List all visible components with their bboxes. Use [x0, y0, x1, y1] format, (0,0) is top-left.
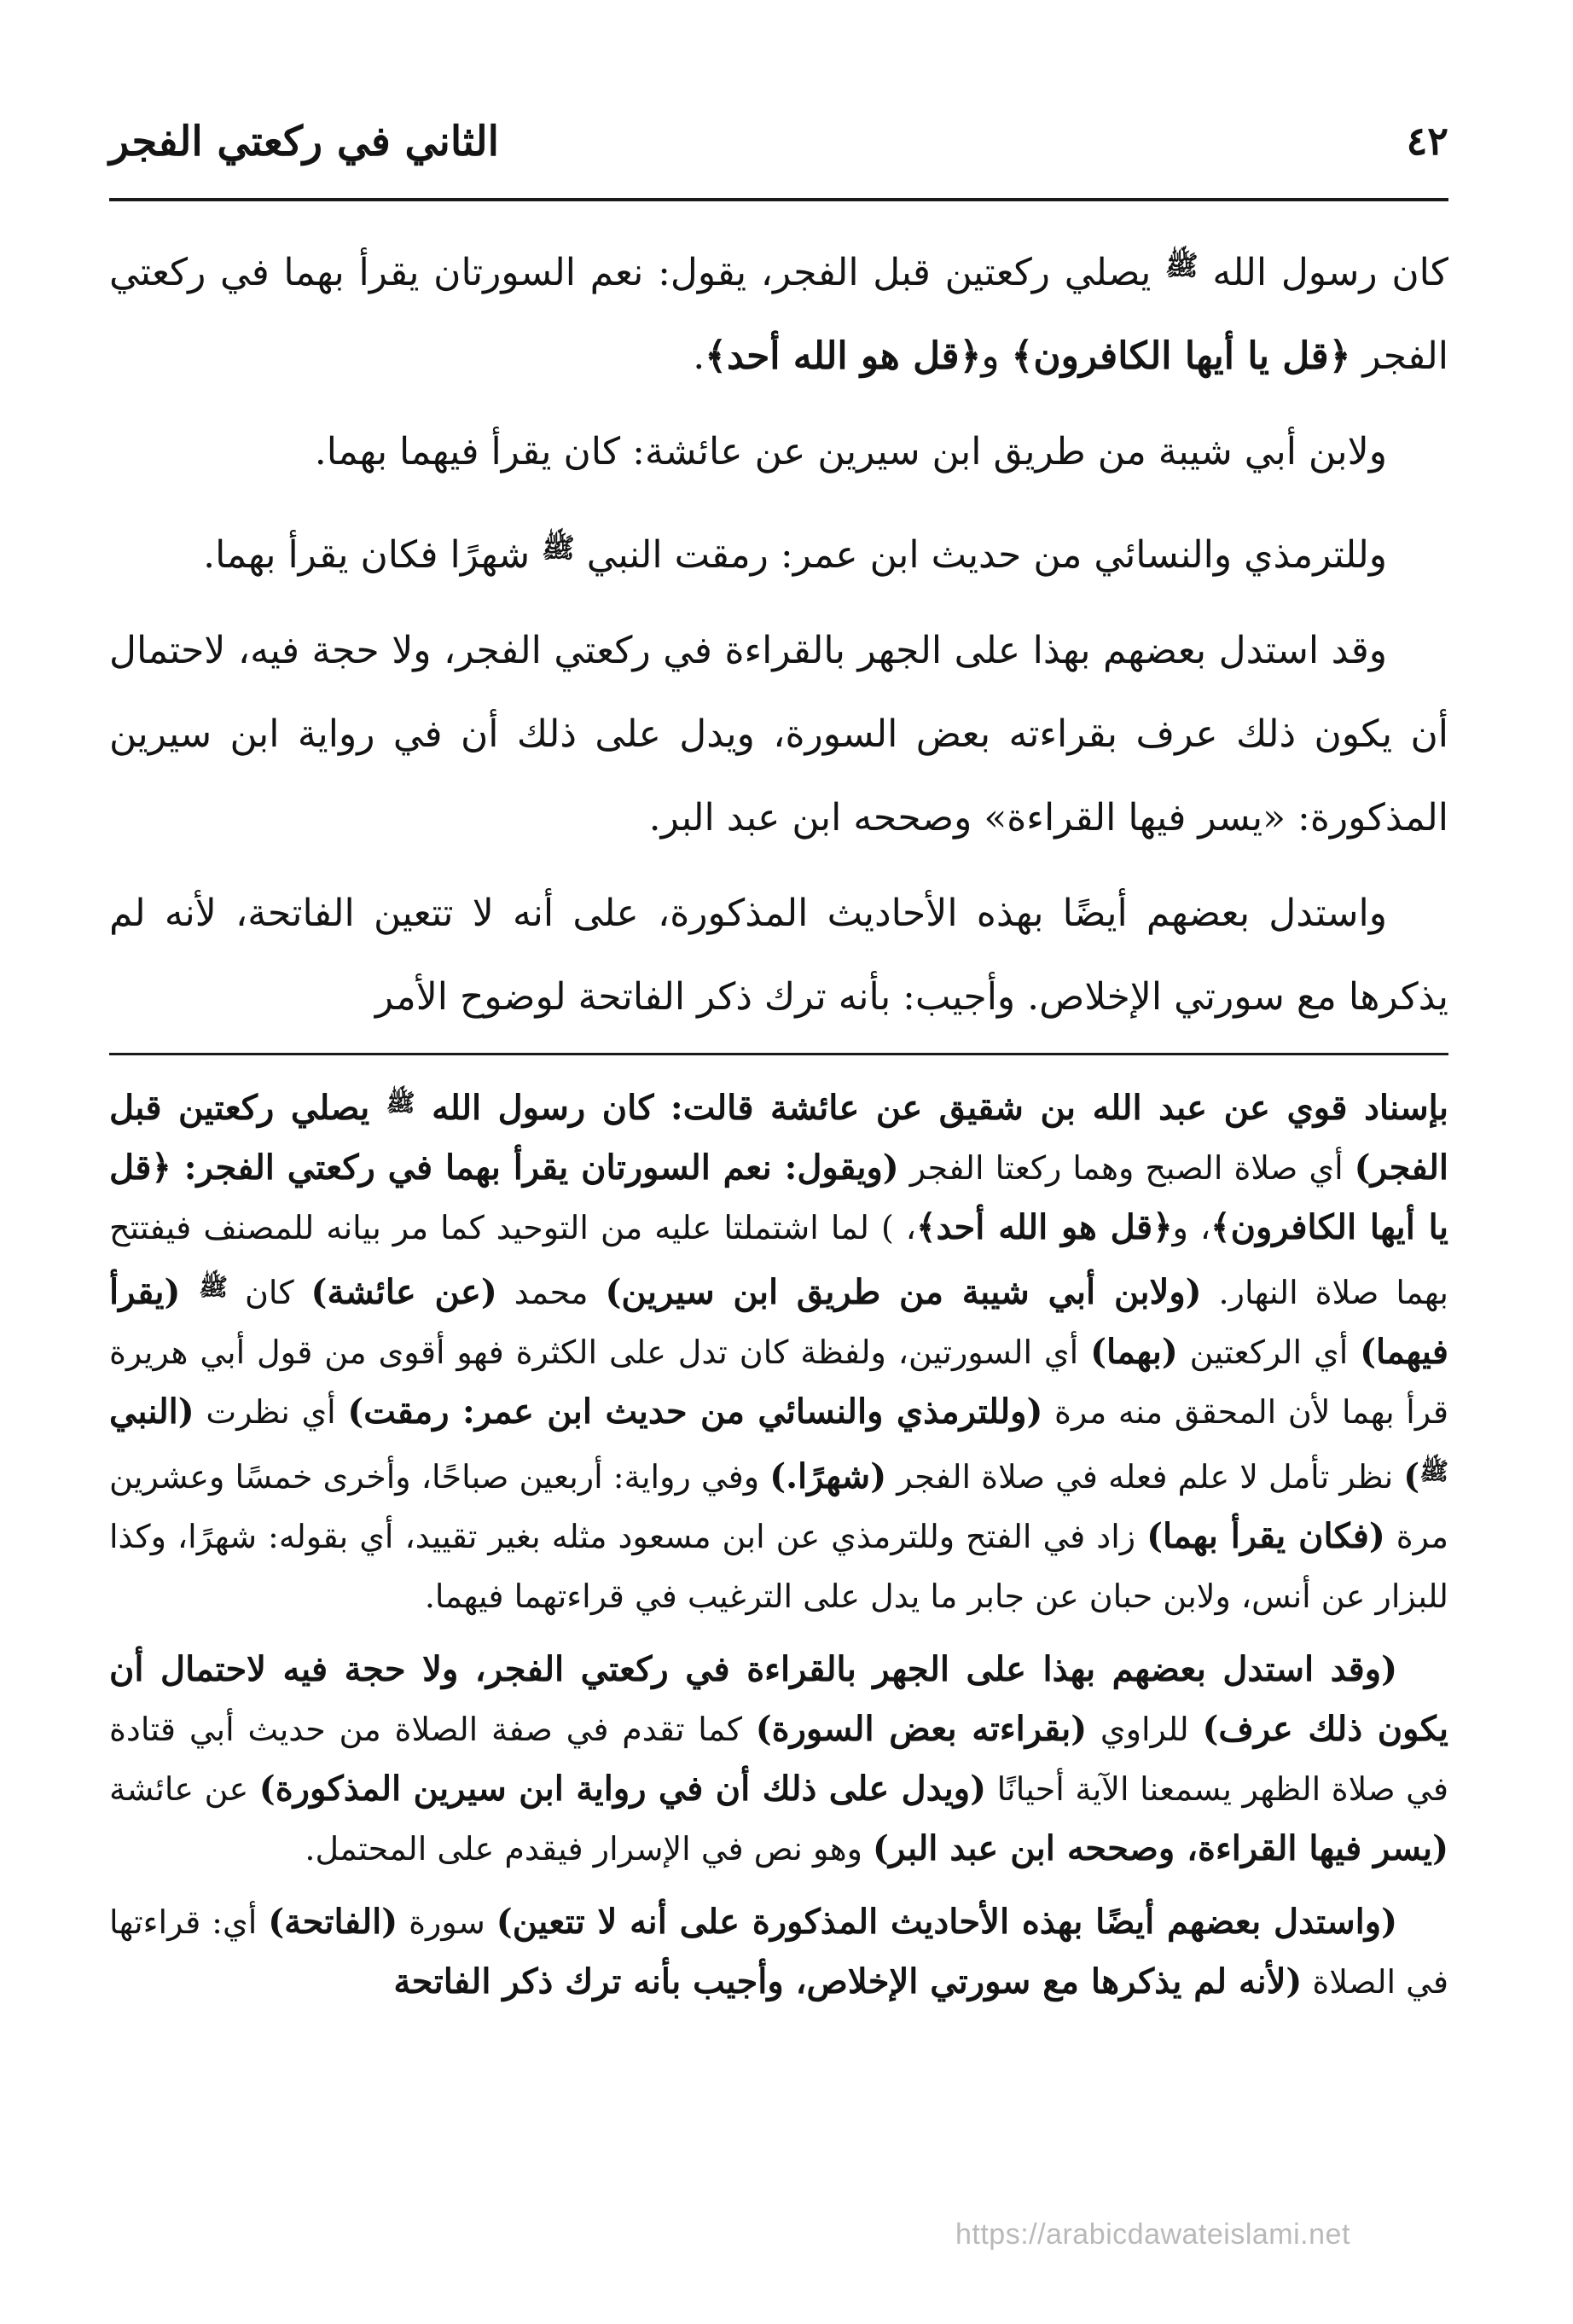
bold-run: (وقد استدل بعضهم بهذا على الجهر بالقراءة في ركعتي الفجر، ولا حجة فيه لاحتمال أن يكون ذلك عرف)	[109, 1649, 1449, 1749]
text-run: .	[693, 334, 705, 378]
main-text	[109, 224, 1448, 1051]
bold-run: (شهرًا.)	[769, 1456, 887, 1496]
text-run: أي نظرت	[194, 1393, 348, 1431]
text-run: يصلي ركعتين قبل الفجر، يقول: نعم السورتان يقرأ بهما في ركعتي الفجر	[109, 251, 1448, 378]
salawat-symbol: ﷺ	[1419, 1457, 1449, 1485]
main-paragraph	[109, 506, 1448, 597]
bold-run: بإسناد قوي عن عبد الله بن شقيق عن عائشة قالت: كان رسول الله	[415, 1088, 1448, 1128]
text-run: و	[981, 334, 1012, 378]
main-paragraph: واستدل بعضهم أيضًا بهذه الأحاديث المذكورة، على أنه لا تتعين الفاتحة، لأنه لم يذكرها مع سورتي الإخلاص. وأجيب: بأنه ترك ذكر الفاتحة لوضوح الأمر	[109, 892, 1448, 1019]
bold-run: (النبي	[109, 1391, 194, 1432]
bold-run: (وللترمذي والنسائي من حديث ابن عمر: رمقت)	[347, 1391, 1043, 1432]
watermark-url: https://arabicdawateislami.net	[955, 2218, 1350, 2251]
bold-run: (ويقول: نعم السورتان يقرأ بهما في ركعتي الفجر: ﴿قل يا أيها الكافرون﴾	[109, 1147, 1448, 1247]
running-header	[109, 111, 1448, 188]
text-run: ، و	[1172, 1209, 1211, 1246]
text-run: أي صلاة الصبح وهما ركعتا الفجر	[898, 1149, 1355, 1187]
text-run: أي: قراءتها في الصلاة	[109, 1903, 1448, 2001]
bold-run: (يقرأ فيهما)	[109, 1272, 1448, 1372]
text-run: للراوي	[1087, 1711, 1203, 1748]
text-run: زاد في الفتح وللترمذي عن ابن مسعود مثله بغير تقييد، أي بقوله: شهرًا، وكذا للبزار عن أنس، ولابن حبان عن جابر ما يدل على الترغيب في قراءتهما فيهما.	[109, 1518, 1448, 1615]
bold-run: (لأنه لم يذكرها مع سورتي الإخلاص، وأجيب بأنه ترك ذكر الفاتحة	[393, 1961, 1303, 2002]
text-run: أي السورتين، ولفظة كان تدل على الكثرة فهو أقوى من قول أبي هريرة قرأ بهما لأن المحقق منه مرة	[109, 1333, 1448, 1431]
bold-run: ﴿قل هو الله أحد﴾	[916, 1207, 1173, 1247]
text-run: كان	[228, 1274, 311, 1311]
bold-run: (بقراءته بعض السورة)	[755, 1709, 1088, 1749]
text-run: أي الركعتين	[1177, 1333, 1361, 1371]
main-paragraph: ولابن أبي شيبة من طريق ابن سيرين عن عائشة: كان يقرأ فيهما بهما.	[314, 430, 1387, 474]
text-run: نظر تأمل لا علم فعله في صلاة الفجر	[886, 1458, 1404, 1496]
page-number: ٤٢	[1406, 118, 1448, 164]
bold-run: (ولابن أبي شيبة من طريق ابن سيرين)	[605, 1272, 1202, 1312]
text-run: ، ) لما اشتملتا عليه من التوحيد كما مر بيانه للمصنف فيفتتح بهما صلاة النهار.	[109, 1209, 1448, 1311]
quran-verse: ﴿قل هو الله أحد﴾	[705, 334, 982, 378]
header-rule	[109, 198, 1448, 201]
salawat-symbol: ﷺ	[386, 1089, 415, 1117]
bold-run: يصلي ركعتين قبل الفجر)	[109, 1088, 1448, 1188]
bold-run: (ويدل على ذلك أن في رواية ابن سيرين المذكورة)	[258, 1769, 987, 1809]
bold-run: )	[1403, 1456, 1420, 1496]
salawat-symbol: ﷺ	[542, 532, 575, 564]
text-run: كما تقدم في صفة الصلاة من حديث أبي قتادة في صلاة الظهر يسمعنا الآية أحيانًا	[109, 1711, 1449, 1808]
commentary-text	[109, 1073, 1448, 2025]
text-run: محمد	[496, 1274, 606, 1311]
commentary-paragraph	[109, 1892, 1448, 2012]
footnote-separator	[109, 1053, 1448, 1055]
commentary-paragraph	[109, 1073, 1448, 1626]
salawat-symbol: ﷺ	[199, 1273, 229, 1301]
main-paragraph	[109, 224, 1448, 398]
text-run: شهرًا فكان يقرأ بهما.	[203, 533, 543, 577]
running-title: الثاني في ركعتي الفجر	[109, 118, 499, 166]
text-run: عن عائشة	[109, 1770, 259, 1808]
bold-run: (عن عائشة)	[311, 1272, 497, 1312]
text-run: وفي رواية: أربعين صباحًا، وأخرى خمسًا وعشرين مرة	[109, 1458, 1448, 1555]
text-run: كان رسول الله	[1198, 251, 1448, 294]
text-run: وللترمذي والنسائي من حديث ابن عمر: رمقت النبي	[574, 533, 1387, 577]
commentary-paragraph	[109, 1640, 1448, 1879]
text-run: سورة	[398, 1903, 496, 1941]
bold-run: (فكان يقرأ بهما)	[1146, 1516, 1385, 1556]
bold-run: (الفاتحة)	[268, 1902, 398, 1942]
bold-run: (بهما)	[1090, 1332, 1178, 1372]
quran-verse: ﴿قل يا أيها الكافرون﴾	[1011, 334, 1351, 378]
bold-run: (واستدل بعضهم أيضًا بهذه الأحاديث المذكورة على أنه لا تتعين)	[496, 1902, 1398, 1942]
main-paragraph: وقد استدل بعضهم بهذا على الجهر بالقراءة في ركعتي الفجر، ولا حجة فيه، لاحتمال أن يكون ذلك عرف بقراءته بعض السورة، ويدل على ذلك أن في رواية ابن سيرين المذكورة: «يسر فيها القراءة» وصححه ابن عبد البر.	[109, 629, 1448, 840]
bold-run: (يسر فيها القراءة، وصححه ابن عبد البر)	[873, 1828, 1448, 1868]
salawat-symbol: ﷺ	[1165, 249, 1199, 282]
text-run: وهو نص في الإسرار فيقدم على المحتمل.	[305, 1830, 874, 1868]
